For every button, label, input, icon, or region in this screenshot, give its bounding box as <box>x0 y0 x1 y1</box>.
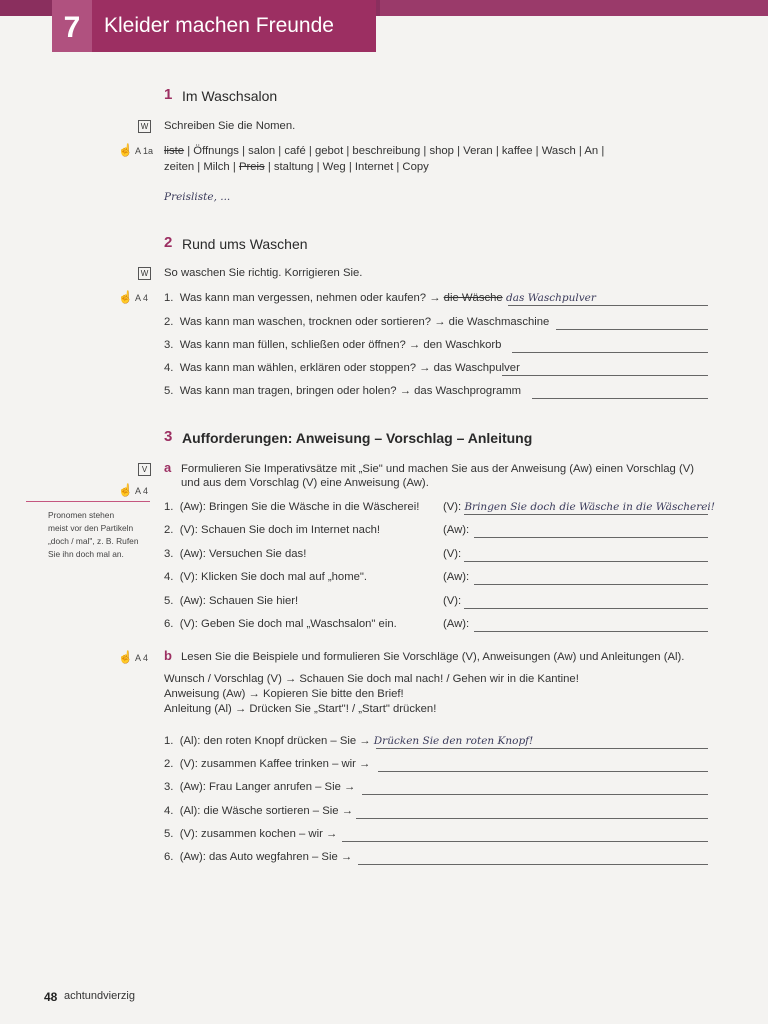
answer-line[interactable] <box>464 608 708 609</box>
ex1-ref: ☝ A 1a <box>118 143 153 157</box>
answer-line[interactable] <box>532 398 708 399</box>
answer-line[interactable] <box>512 352 708 353</box>
side-note: Pronomen stehen meist vor den Partikeln „doch / mal", z. B. Rufen Sie ihn doch mal an. <box>48 510 139 559</box>
page-number: 48 <box>44 990 58 1004</box>
answer-line[interactable] <box>464 514 708 515</box>
type-box-v-icon: V <box>138 463 151 476</box>
ex3a-instruction-1: Formulieren Sie Imperativsätze mit „Sie" und machen Sie aus der Anweisung (Aw) einen Vorschlag (V) <box>181 463 695 475</box>
ex3a-ref: ☝ A 4 <box>118 483 148 497</box>
answer-line[interactable] <box>464 561 708 562</box>
ex2-item-1: 1. Was kann man vergessen, nehmen oder kaufen? → die Wäsche das Waschpulver <box>164 292 596 304</box>
ex3b-letter: b <box>164 648 172 663</box>
ex3a-item-4: 4. (V): Klicken Sie doch mal auf „home". <box>164 571 368 583</box>
hand-pointer-icon: ☝ <box>118 143 133 157</box>
answer-line[interactable] <box>474 584 708 585</box>
type-box-w-icon: W <box>138 267 151 280</box>
answer-line[interactable] <box>474 631 708 632</box>
answer-line[interactable] <box>508 305 708 306</box>
ex1-number: 1 <box>164 86 173 103</box>
ex2-title: Rund ums Waschen <box>182 236 308 252</box>
ex2-ref: ☝ A 4 <box>118 290 148 304</box>
ex2-number: 2 <box>164 234 173 251</box>
ex3a-item-1: 1. (Aw): Bringen Sie die Wäsche in die Wäscherei! <box>164 501 420 513</box>
ex2-instruction: So waschen Sie richtig. Korrigieren Sie. <box>164 267 363 279</box>
ex2-item-2: 2. Was kann man waschen, trocknen oder sortieren? → die Waschmaschine <box>164 316 550 328</box>
ex1-word-list-line1: liste | Öffnungs | salon | café | gebot | beschreibung | shop | Veran | kaffee | Wasch | An | <box>164 145 605 157</box>
ex3a-item-5: 5. (Aw): Schauen Sie hier! <box>164 595 299 607</box>
ex3b-ref: ☝ A 4 <box>118 650 148 664</box>
ex3b-instruction: Lesen Sie die Beispiele und formulieren Sie Vorschläge (V), Anweisungen (Aw) und Anleitungen (Al). <box>181 651 685 663</box>
page-number-words: achtundvierzig <box>64 990 135 1002</box>
ex3a-item-3: 3. (Aw): Versuchen Sie das! <box>164 548 307 560</box>
ex3b-item-5: 5. (V): zusammen kochen – wir → <box>164 828 338 840</box>
ex3a-item-6-label: (Aw): <box>443 618 470 630</box>
ex3b-example-3: Anleitung (Al) → Drücken Sie „Start"! / „Start" drücken! <box>164 703 437 715</box>
ex2-item-4: 4. Was kann man wählen, erklären oder stoppen? → das Waschpulver <box>164 362 520 374</box>
answer-line[interactable] <box>356 818 708 819</box>
type-box-w-icon: W <box>138 120 151 133</box>
ex3b-item-2: 2. (V): zusammen Kaffee trinken – wir → <box>164 758 371 770</box>
chapter-title: Kleider machen Freunde <box>104 14 334 37</box>
ex3b-example-1: Wunsch / Vorschlag (V) → Schauen Sie doch mal nach! / Gehen wir in die Kantine! <box>164 673 579 685</box>
ex1-instruction: Schreiben Sie die Nomen. <box>164 120 296 132</box>
side-note-divider <box>26 501 150 502</box>
ex1-example: Preisliste, ... <box>164 191 231 203</box>
ex3a-instruction-2: und aus dem Vorschlag (V) eine Anweisung (Aw). <box>181 477 429 489</box>
answer-line[interactable] <box>502 375 708 376</box>
ex3b-item-6: 6. (Aw): das Auto wegfahren – Sie → <box>164 851 353 863</box>
ex3-title: Aufforderungen: Anweisung – Vorschlag – Anleitung <box>182 430 533 446</box>
ex3a-item-2: 2. (V): Schauen Sie doch im Internet nach! <box>164 524 381 536</box>
ex3a-item-5-label: (V): <box>443 595 462 607</box>
answer-line[interactable] <box>378 771 708 772</box>
ex3a-item-2-label: (Aw): <box>443 524 470 536</box>
ex3a-item-4-label: (Aw): <box>443 571 470 583</box>
hand-pointer-icon: ☝ <box>118 650 133 664</box>
ex2-item-5: 5. Was kann man tragen, bringen oder holen? → das Waschprogramm <box>164 385 522 397</box>
ex1-word-list-line2: zeiten | Milch | Preis | staltung | Weg | Internet | Copy <box>164 161 429 173</box>
hand-pointer-icon: ☝ <box>118 483 133 497</box>
ex3a-item-6: 6. (V): Geben Sie doch mal „Waschsalon" ein. <box>164 618 397 630</box>
ex1-title: Im Waschsalon <box>182 88 278 104</box>
top-band-right <box>380 0 768 16</box>
ex3b-item-4: 4. (Al): die Wäsche sortieren – Sie → <box>164 805 353 817</box>
answer-line[interactable] <box>358 864 708 865</box>
answer-line[interactable] <box>556 329 708 330</box>
ex3a-letter: a <box>164 460 172 475</box>
ex3-number: 3 <box>164 428 173 445</box>
hand-pointer-icon: ☝ <box>118 290 133 304</box>
answer-line[interactable] <box>376 748 708 749</box>
ex3b-example-2: Anweisung (Aw) → Kopieren Sie bitte den Brief! <box>164 688 404 700</box>
chapter-number: 7 <box>52 0 92 52</box>
ex3b-item-3: 3. (Aw): Frau Langer anrufen – Sie → <box>164 781 356 793</box>
ex2-item-3: 3. Was kann man füllen, schließen oder öffnen? → den Waschkorb <box>164 339 502 351</box>
ex3a-item-3-label: (V): <box>443 548 462 560</box>
ex3b-item-1: 1. (Al): den roten Knopf drücken – Sie → Drücken Sie den roten Knopf! <box>164 735 534 747</box>
answer-line[interactable] <box>474 537 708 538</box>
answer-line[interactable] <box>342 841 708 842</box>
ex3a-item-1-label: (V): Bringen Sie doch die Wäsche in die Wäscherei! <box>443 501 716 513</box>
answer-line[interactable] <box>362 794 708 795</box>
